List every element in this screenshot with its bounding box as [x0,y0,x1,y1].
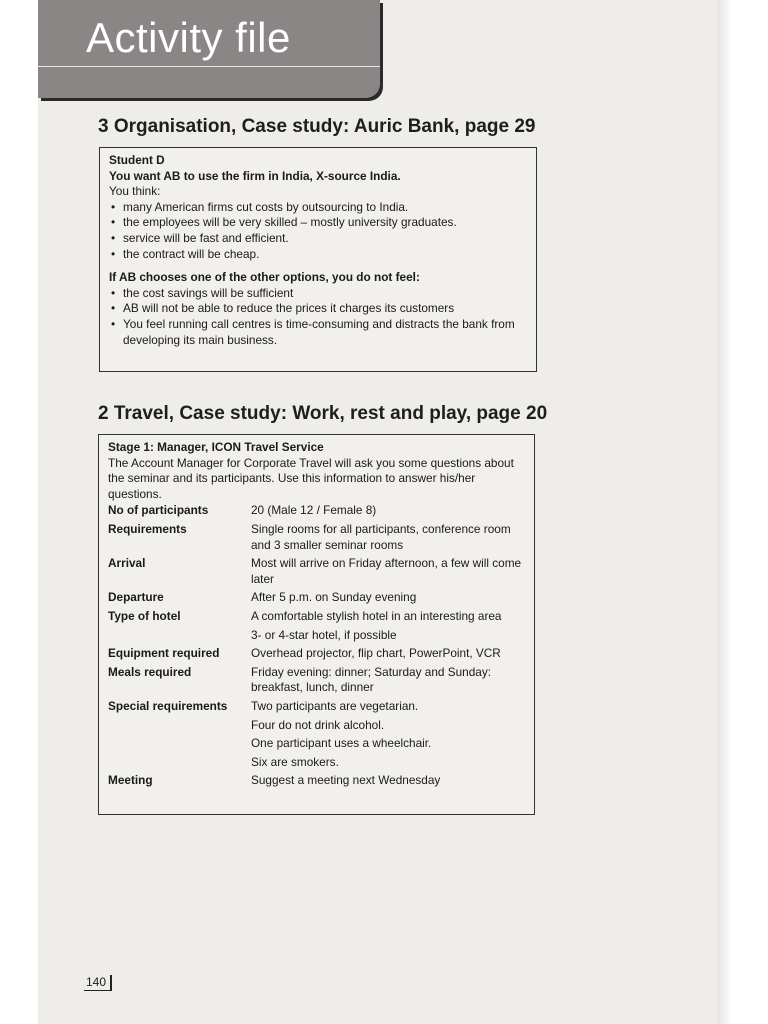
table-row [108,589,525,608]
row-key: Arrival [108,556,146,571]
row-key: Meals required [108,664,192,679]
page-number: 140 [86,975,107,989]
section1-title: 3 Organisation, Case study: Auric Bank, page 29 [98,116,536,137]
row-value: Six are smokers. [251,754,339,769]
table-row [108,735,525,754]
think-list [109,200,527,262]
student-label: Student D [109,153,165,167]
row-key: Type of hotel [108,608,181,623]
document-page [38,0,730,1024]
header-rule [38,66,380,67]
instruction: You want AB to use the firm in India, X-source India. [109,168,401,183]
table-row [108,717,525,736]
section2-title: 2 Travel, Case study: Work, rest and play, page 20 [98,403,548,424]
list-item: • You feel running call centres is time-consuming and distracts the bank from developing its main business. [123,317,527,348]
info-table [108,502,525,791]
row-value: Friday evening: dinner; Saturday and Sunday: breakfast, lunch, dinner [251,664,492,695]
section2-box [98,434,535,815]
table-row [108,608,525,627]
stage-label: Stage 1: Manager, ICON Travel Service [108,440,324,454]
table-row [108,521,525,555]
table-row [108,555,525,589]
table-row [108,645,525,664]
think-label: You think: [109,184,161,199]
row-key: Equipment required [108,646,220,661]
row-key: No of participants [108,503,209,518]
table-row [108,698,525,717]
list-item: • AB will not be able to reduce the prices it charges its customers [123,301,527,317]
row-value: 3- or 4-star hotel, if possible [251,627,397,642]
other-options-label: If AB chooses one of the other options, you do not feel: [109,270,420,285]
section1-box [99,147,537,372]
list-item: • the cost savings will be sufficient [123,286,527,302]
table-row [108,754,525,773]
row-value: 20 (Male 12 / Female 8) [251,503,377,518]
page-number-bar [110,975,112,990]
row-value: Most will arrive on Friday afternoon, a few will come later [251,556,522,586]
row-value: After 5 p.m. on Sunday evening [251,590,417,605]
list-item: • service will be fast and efficient. [123,231,527,247]
row-key: Meeting [108,773,153,788]
header-title: Activity file [86,14,291,61]
row-value: Two participants are vegetarian. [251,698,419,713]
row-value: Single rooms for all participants, conference room and 3 smaller seminar rooms [251,521,511,552]
list-item: • the employees will be very skilled – mostly university graduates. [123,215,527,231]
page-number-rule [84,990,112,991]
table-row [108,627,525,646]
list-item: • the contract will be cheap. [123,247,527,263]
table-row [108,502,525,521]
row-key [108,717,251,736]
row-value: One participant uses a wheelchair. [251,736,432,751]
row-value: A comfortable stylish hotel in an interesting area [251,608,502,623]
row-key [108,627,251,646]
row-value: Overhead projector, flip chart, PowerPoint, VCR [251,646,501,661]
page-edge-shadow [718,0,732,1024]
other-options-list [109,286,527,348]
row-key: Departure [108,590,164,605]
row-value: Suggest a meeting next Wednesday [251,773,441,788]
table-row [108,772,525,791]
row-key [108,754,251,773]
table-row [108,664,525,698]
stage-intro: The Account Manager for Corporate Travel will ask you some questions about the seminar and its participants. Use this information to answer his/her questions. [108,455,514,501]
row-value: Four do not drink alcohol. [251,717,385,732]
row-key [108,735,251,754]
row-key: Requirements [108,521,187,536]
list-item: • many American firms cut costs by outsourcing to India. [123,200,527,216]
activity-file-header [38,0,380,98]
row-key: Special requirements [108,698,228,713]
